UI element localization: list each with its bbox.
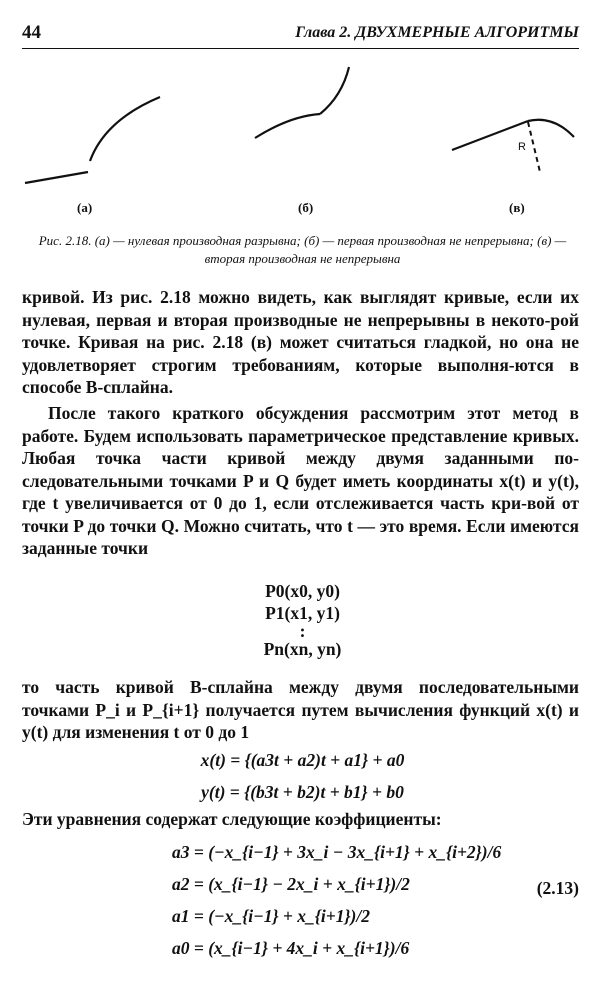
chapter-title: Глава 2. ДВУХМЕРНЫЕ АЛГОРИТМЫ: [295, 24, 579, 41]
curve-v-line: [452, 121, 528, 150]
label-a: (а): [77, 200, 93, 215]
curve-b-right: [320, 67, 349, 114]
equation-y: y(t) = {(b3t + b2)t + b1} + b0: [201, 782, 404, 802]
curve-a-upper: [90, 97, 160, 161]
paragraph-3: то часть кривой B-сплайна между двумя последовательными точками P_i и P_{i+1} получается путем вычисления функций x(t) и y(t) для изменения t от 0 до 1: [22, 677, 579, 742]
point-p1: P1(x1, y1): [265, 603, 340, 623]
point-ellipsis: :: [299, 621, 306, 641]
curve-b-left: [255, 114, 320, 138]
equation-x: x(t) = {(a3t + a2)t + a1} + a0: [200, 750, 405, 770]
coefficients: [172, 836, 501, 964]
point-pn: Pn(xn, yn): [263, 639, 342, 659]
radius-label: R: [518, 141, 526, 153]
coefficient-a3: a3 = (−x_{i−1} + 3x_i − 3x_{i+1} + x_{i+2})/6: [172, 842, 502, 862]
caption-text: (а) — нулевая производная разрывна; (б) — первая производная не непрерывна; (в) — вторая производная не непрерывна: [94, 233, 567, 266]
page-number: 44: [22, 22, 41, 43]
coefficient-a0: a0 = (x_{i−1} + 4x_i + x_{i+1})/6: [172, 938, 410, 958]
coefficient-a1: a1 = (−x_{i−1} + x_{i+1})/2: [172, 906, 370, 926]
coefficient-a2: a2 = (x_{i−1} − 2x_i + x_{i+1})/2: [172, 874, 410, 894]
curve-v-arc: [528, 120, 574, 137]
label-v: (в): [509, 200, 525, 215]
figure-curves: [0, 60, 605, 220]
curve-a-lower: [25, 172, 88, 183]
paragraph-2: После такого краткого обсуждения рассмотрим этот метод в работе. Будем использовать параметрическое представление кривых. Любая точка части кривой между двумя заданными по-следовательными точками P и Q будет иметь координаты x(t) и y(t), где t увеличивается от 0 до 1, если отслеживается часть кри-вой от точки P до точки Q. Можно считать, что t — это время. Если имеются заданные точки: [22, 403, 579, 558]
paragraph-4: Эти уравнения содержат следующие коэффициенты:: [22, 809, 442, 829]
points-list: [0, 580, 605, 660]
radius-dashed: [528, 122, 540, 172]
running-header: [22, 22, 579, 49]
figure-2-18: [0, 60, 605, 220]
point-p0: P0(x0, y0): [265, 581, 340, 601]
caption-number: Рис. 2.18.: [38, 233, 92, 248]
figure-caption: [30, 232, 575, 268]
label-b: (б): [298, 200, 314, 215]
equation-number: (2.13): [536, 878, 579, 898]
paragraph-1: кривой. Из рис. 2.18 можно видеть, как выглядят кривые, если их нулевая, первая и вторая производные не непрерывны в некото-рой точке. Кривая на рис. 2.18 (в) может считаться гладкой, но она не удовлетворяет строгим требованиям, которые выполня-ются в способе B-сплайна.: [22, 287, 579, 397]
